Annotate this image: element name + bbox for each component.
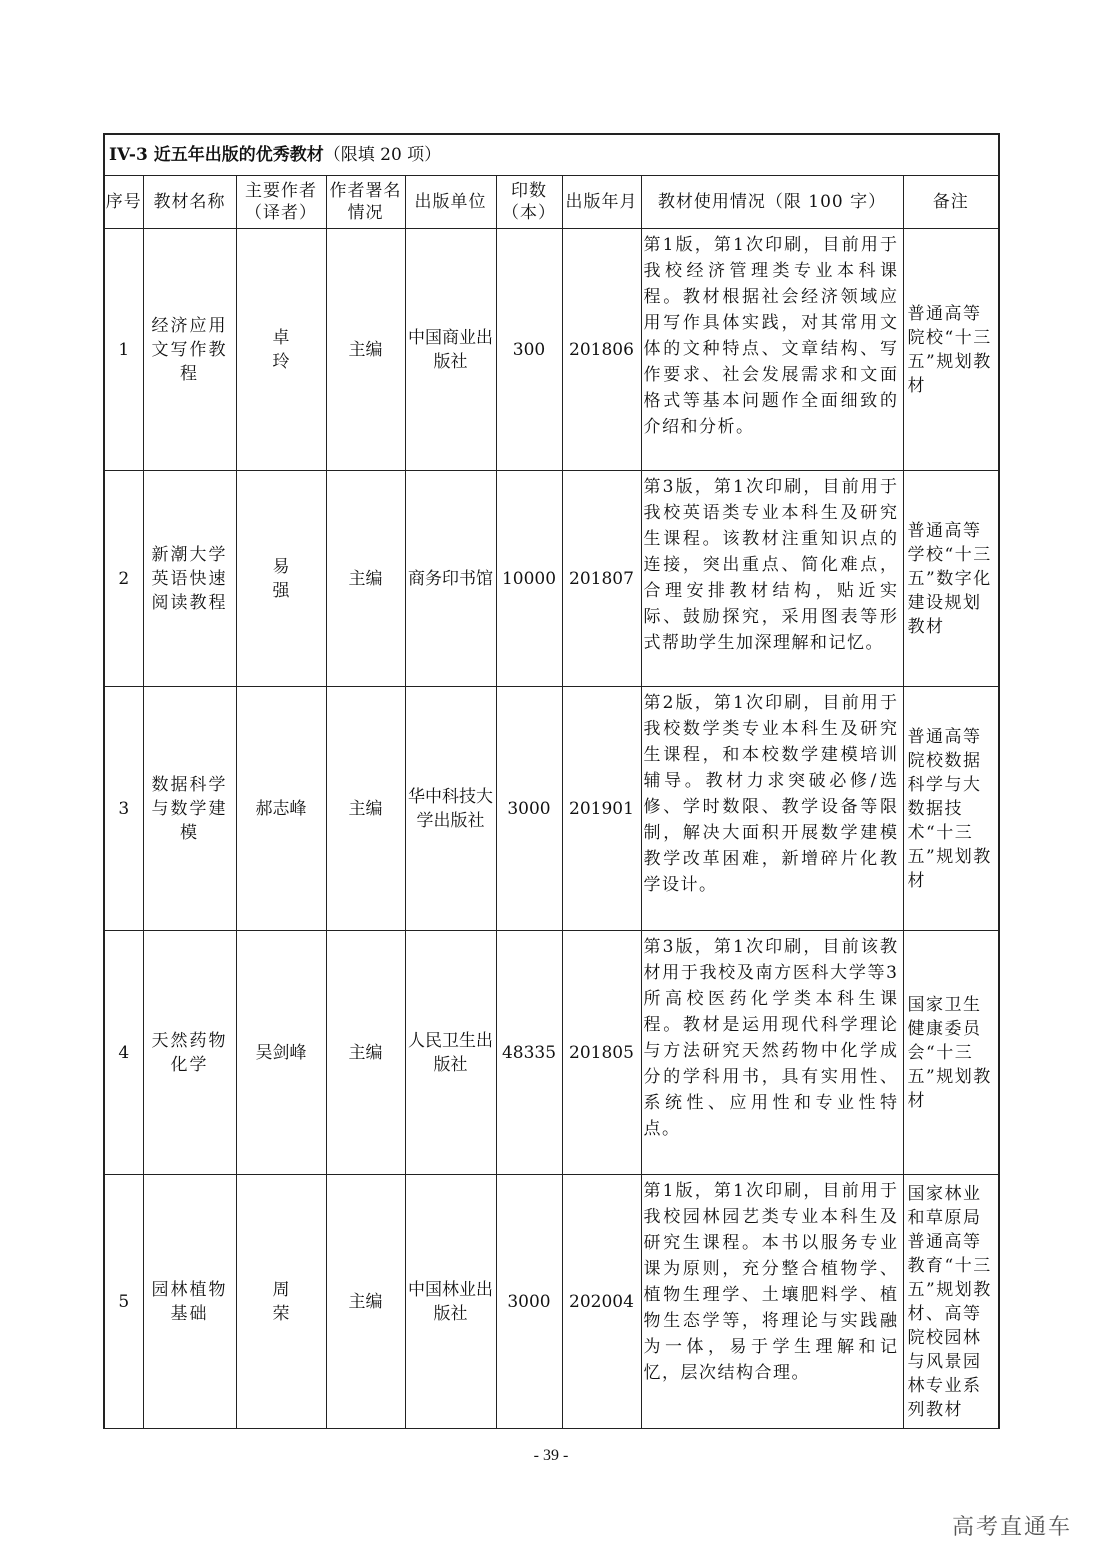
cell-remark: 国家林业和草原局普通高等教育“十三五”规划教材、高等院校园林与风景园林专业系列教材 xyxy=(903,1175,999,1429)
section-title-bold: IV-3 近五年出版的优秀教材 xyxy=(109,145,324,165)
textbook-table xyxy=(103,133,1000,1429)
cell-seq: 4 xyxy=(104,931,143,1175)
section-title-note: （限填 20 项） xyxy=(323,145,442,165)
cell-name: 经济应用文写作教程 xyxy=(143,229,236,471)
cell-seq: 2 xyxy=(104,471,143,687)
cell-author: 周 荣 xyxy=(236,1175,326,1429)
header-role: 作者署名情况 xyxy=(326,176,405,229)
cell-usage: 第1版，第1次印刷，目前用于我校园林园艺类专业本科生及研究生课程。本书以服务专业课为原则，充分整合植物学、植物生理学、土壤肥料学、植物生态学等，将理论与实践融为一体，易于学生理解和记忆，层次结构合理。 xyxy=(641,1175,903,1429)
table-row xyxy=(104,931,999,1175)
cell-date: 201901 xyxy=(562,687,641,931)
header-seq: 序号 xyxy=(104,176,143,229)
table-row xyxy=(104,687,999,931)
cell-role: 主编 xyxy=(326,471,405,687)
cell-author: 吴剑峰 xyxy=(236,931,326,1175)
header-author: 主要作者（译者） xyxy=(236,176,326,229)
watermark: 高考直通车 xyxy=(951,1515,1072,1540)
cell-copies: 10000 xyxy=(496,471,562,687)
cell-remark: 国家卫生健康委员会“十三五”规划教材 xyxy=(903,931,999,1175)
cell-seq: 1 xyxy=(104,229,143,471)
cell-date: 202004 xyxy=(562,1175,641,1429)
cell-role: 主编 xyxy=(326,687,405,931)
cell-role: 主编 xyxy=(326,229,405,471)
header-usage: 教材使用情况（限 100 字） xyxy=(641,176,903,229)
cell-copies: 300 xyxy=(496,229,562,471)
cell-author: 易 强 xyxy=(236,471,326,687)
cell-name: 新潮大学英语快速阅读教程 xyxy=(143,471,236,687)
table-container xyxy=(103,133,998,1429)
cell-remark: 普通高等院校“十三五”规划教材 xyxy=(903,229,999,471)
cell-date: 201807 xyxy=(562,471,641,687)
header-remark: 备注 xyxy=(903,176,999,229)
header-date: 出版年月 xyxy=(562,176,641,229)
cell-publisher: 中国商业出版社 xyxy=(405,229,496,471)
cell-copies: 3000 xyxy=(496,687,562,931)
cell-role: 主编 xyxy=(326,1175,405,1429)
section-title xyxy=(104,134,999,176)
cell-usage: 第3版，第1次印刷，目前该教材用于我校及南方医科大学等3所高校医药化学类本科生课程。教材是运用现代科学理论与方法研究天然药物中化学成分的学科用书，具有实用性、系统性、应用性和专业性特点。 xyxy=(641,931,903,1175)
cell-publisher: 商务印书馆 xyxy=(405,471,496,687)
table-row xyxy=(104,1175,999,1429)
cell-author: 卓 玲 xyxy=(236,229,326,471)
cell-date: 201806 xyxy=(562,229,641,471)
cell-name: 园林植物基础 xyxy=(143,1175,236,1429)
header-name: 教材名称 xyxy=(143,176,236,229)
table-row xyxy=(104,229,999,471)
cell-role: 主编 xyxy=(326,931,405,1175)
cell-publisher: 人民卫生出版社 xyxy=(405,931,496,1175)
cell-seq: 5 xyxy=(104,1175,143,1429)
table-row xyxy=(104,471,999,687)
cell-date: 201805 xyxy=(562,931,641,1175)
cell-publisher: 华中科技大学出版社 xyxy=(405,687,496,931)
cell-publisher: 中国林业出版社 xyxy=(405,1175,496,1429)
cell-name: 天然药物化学 xyxy=(143,931,236,1175)
header-publisher: 出版单位 xyxy=(405,176,496,229)
cell-seq: 3 xyxy=(104,687,143,931)
section-title-row xyxy=(104,134,999,176)
page-number: - 39 - xyxy=(533,1447,569,1464)
cell-copies: 48335 xyxy=(496,931,562,1175)
cell-usage: 第3版，第1次印刷，目前用于我校英语类专业本科生及研究生课程。该教材注重知识点的连接，突出重点、简化难点，合理安排教材结构，贴近实际、鼓励探究，采用图表等形式帮助学生加深理解和记忆。 xyxy=(641,471,903,687)
cell-remark: 普通高等院校数据科学与大数据技术“十三五”规划教材 xyxy=(903,687,999,931)
cell-author: 郝志峰 xyxy=(236,687,326,931)
header-row xyxy=(104,176,999,229)
cell-remark: 普通高等学校“十三五”数字化建设规划教材 xyxy=(903,471,999,687)
cell-usage: 第1版，第1次印刷，目前用于我校经济管理类专业本科课程。教材根据社会经济领域应用写作具体实践，对其常用文体的文种特点、文章结构、写作要求、社会发展需求和文面格式等基本问题作全面细致的介绍和分析。 xyxy=(641,229,903,471)
cell-usage: 第2版，第1次印刷，目前用于我校数学类专业本科生及研究生课程，和本校数学建模培训辅导。教材力求突破必修/选修、学时数限、教学设备等限制，解决大面积开展数学建模教学改革困难，新增碎片化教学设计。 xyxy=(641,687,903,931)
cell-name: 数据科学与数学建模 xyxy=(143,687,236,931)
header-copies: 印数（本） xyxy=(496,176,562,229)
cell-copies: 3000 xyxy=(496,1175,562,1429)
